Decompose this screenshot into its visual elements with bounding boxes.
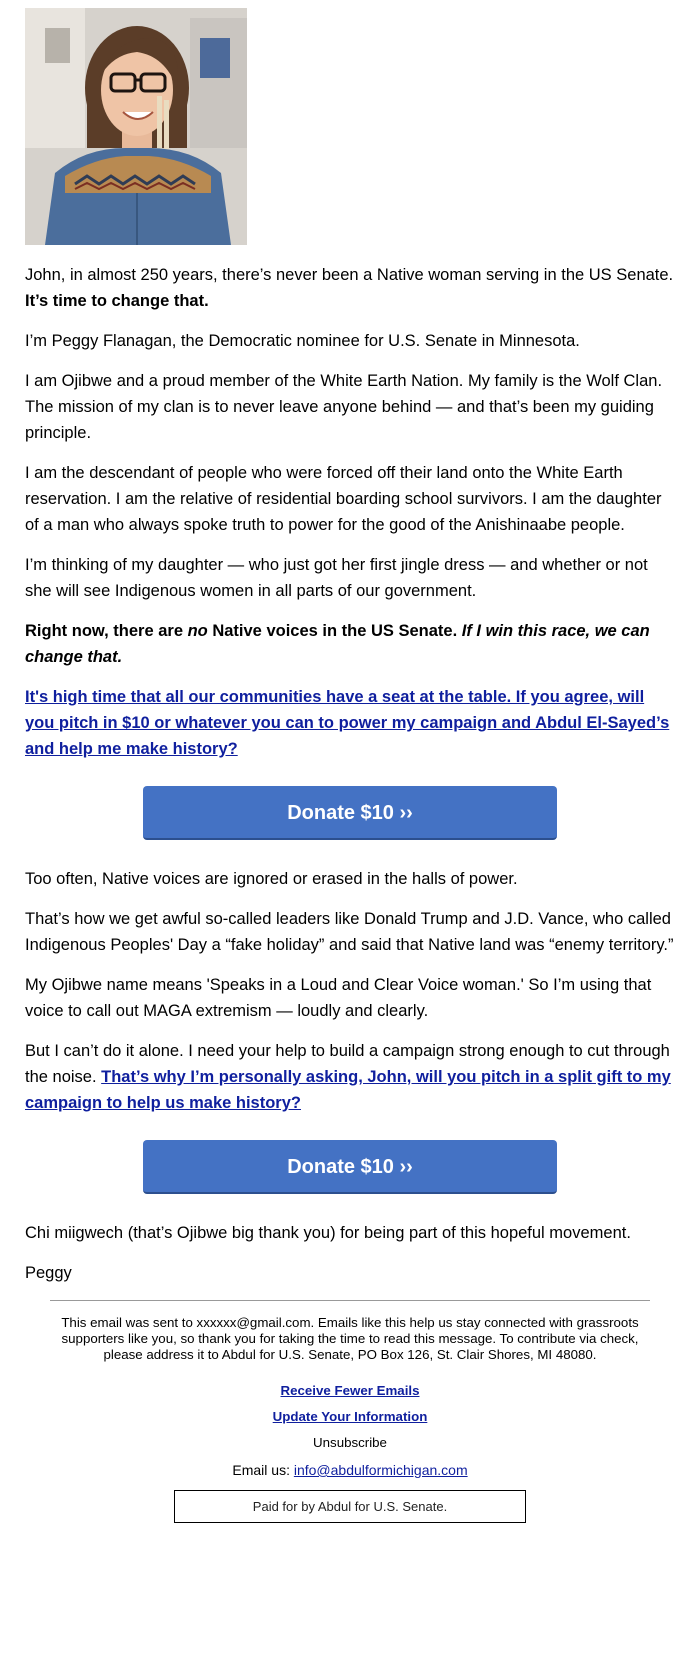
signoff: Peggy <box>25 1264 72 1282</box>
donation-ask-link[interactable]: It's high time that all our communities have a seat at the table. If you agree, will you pitch in $10 or whatever you can to power my campaign and Abdul El-Sayed’s and help me make history? <box>25 688 670 758</box>
update-info-link[interactable]: Update Your Information <box>272 1409 428 1424</box>
senate-bold: Right now, there are no Native voices in the US Senate. If I win this race, we can change that. <box>25 622 650 666</box>
help-text: But I can’t do it alone. I need your help to build a campaign strong enough to cut through the noise. <box>25 1042 670 1086</box>
donate-button-2[interactable]: Donate $10 ›› <box>143 1140 557 1194</box>
footer-divider <box>50 1300 650 1301</box>
email-us-label: Email us: <box>232 1462 294 1478</box>
descendant-paragraph: I am the descendant of people who were forced off their land onto the White Earth reservation. I am the relative of residential boarding school survivors. I am the daughter of a man who always spoke truth to power for the good of the Anishinaabe people. <box>25 464 662 534</box>
ojibwe-paragraph: I am Ojibwe and a proud member of the White Earth Nation. My family is the Wolf Clan. The mission of my clan is to never leave anyone behind — and that’s been my guiding principle. <box>25 372 663 442</box>
email-footer <box>25 1300 675 1523</box>
nominee-paragraph: I’m Peggy Flanagan, the Democratic nominee for U.S. Senate in Minnesota. <box>25 332 580 350</box>
thank-you-paragraph: Chi miigwech (that’s Ojibwe big thank you) for being part of this hopeful movement. <box>25 1224 631 1242</box>
contact-email-link[interactable]: info@abdulformichigan.com <box>293 1462 468 1478</box>
intro-text: John, in almost 250 years, there’s never been a Native woman serving in the US Senate. <box>25 266 674 284</box>
footer-legal-text: This email was sent to xxxxxx@gmail.com. Emails like this help us stay connected with grassroots supporters like you, so thank you for taking the time to read this message. To contribute via check, please address it to Abdul for U.S. Senate, PO Box 126, St. Clair Shores, MI 48080. <box>61 1315 639 1362</box>
message-body-continued <box>25 866 675 1116</box>
ignored-paragraph: Too often, Native voices are ignored or erased in the halls of power. <box>25 870 518 888</box>
donate-button-row-2 <box>25 1140 675 1194</box>
senate-paragraph <box>25 618 675 670</box>
split-gift-link[interactable]: That’s why I’m personally asking, John, will you pitch in a split gift to my campaign to help us make history? <box>25 1068 671 1112</box>
message-closing <box>25 1220 675 1286</box>
email-us-row <box>50 1462 650 1478</box>
intro-bold: It’s time to change that. <box>25 292 209 310</box>
daughter-paragraph: I’m thinking of my daughter — who just got her first jingle dress — and whether or not she will see Indigenous women in all parts of our government. <box>25 556 648 600</box>
ask-paragraph <box>25 684 675 762</box>
ojibwe-name-paragraph: My Ojibwe name means 'Speaks in a Loud and Clear Voice woman.' So I’m using that voice to call out MAGA extremism — loudly and clearly. <box>25 976 652 1020</box>
fewer-emails-row <box>50 1383 650 1398</box>
message-body <box>25 262 675 762</box>
candidate-photo <box>25 8 247 245</box>
unsubscribe-link[interactable]: Unsubscribe <box>313 1435 387 1450</box>
update-info-row <box>50 1409 650 1424</box>
donate-button-row <box>25 786 675 840</box>
help-paragraph <box>25 1038 675 1116</box>
intro-paragraph <box>25 262 675 314</box>
donate-button[interactable]: Donate $10 ›› <box>143 786 557 840</box>
fewer-emails-link[interactable]: Receive Fewer Emails <box>280 1383 420 1398</box>
leaders-paragraph: That’s how we get awful so-called leaders like Donald Trump and J.D. Vance, who called Indigenous Peoples' Day a “fake holiday” and said that Native land was “enemy territory.” <box>25 910 674 954</box>
paid-for-disclaimer: Paid for by Abdul for U.S. Senate. <box>174 1490 526 1523</box>
